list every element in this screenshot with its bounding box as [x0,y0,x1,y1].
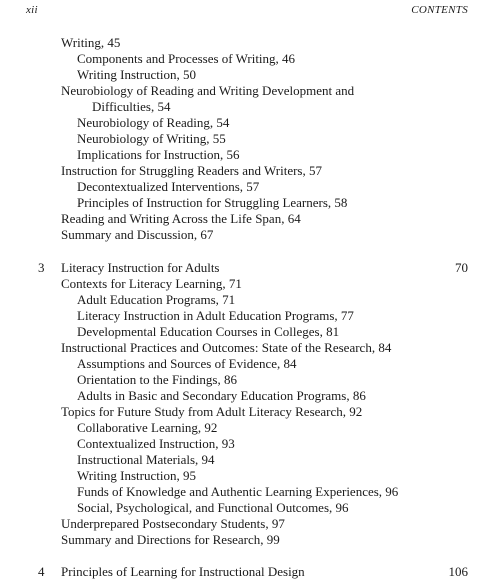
chapter-4-page: 106 [448,564,468,579]
toc-entry: Reading and Writing Across the Life Span, 64 [61,211,301,226]
toc-subentry: Social, Psychological, and Functional Outcomes, 96 [77,500,349,515]
toc-subentry: Contextualized Instruction, 93 [77,436,235,451]
toc-entry: Neurobiology of Reading and Writing Development and [61,83,355,98]
toc-subentry: Adult Education Programs, 71 [77,292,236,307]
chapter-4-number: 4 [38,564,45,579]
toc-subentry: Neurobiology of Reading, 54 [77,115,230,130]
toc-subentry: Implications for Instruction, 56 [77,147,240,162]
toc-subentry: Writing Instruction, 50 [77,67,196,82]
toc-entry: Instructional Practices and Outcomes: State of the Research, 84 [61,340,392,355]
page-number: xii [26,4,38,16]
toc-entry: Contexts for Literacy Learning, 71 [61,276,242,291]
toc-subentry: Literacy Instruction in Adult Education Programs, 77 [77,308,354,323]
toc-entry: Underprepared Postsecondary Students, 97 [61,516,285,531]
toc-subentry: Orientation to the Findings, 86 [77,372,237,387]
toc-subentry: Instructional Materials, 94 [77,452,215,467]
toc-subentry: Neurobiology of Writing, 55 [77,131,226,146]
toc-subentry: Developmental Education Courses in Colleges, 81 [77,324,340,339]
toc-subentry: Funds of Knowledge and Authentic Learning Experiences, 96 [77,484,399,499]
toc-entry-continuation: Difficulties, 54 [92,99,171,114]
toc-subentry: Collaborative Learning, 92 [77,420,218,435]
toc-entry: Summary and Directions for Research, 99 [61,532,280,547]
toc-subentry: Writing Instruction, 95 [77,468,196,483]
running-head [0,4,498,20]
chapter-4-title: Principles of Learning for Instructional Design [61,564,305,579]
toc-subentry: Adults in Basic and Secondary Education Programs, 86 [77,388,366,403]
toc-entry: Instruction for Struggling Readers and Writers, 57 [61,163,322,178]
toc-entry: Topics for Future Study from Adult Literacy Research, 92 [61,404,363,419]
chapter-3-number: 3 [38,260,45,275]
toc-subentry: Principles of Instruction for Struggling Learners, 58 [77,195,348,210]
chapter-3-title: Literacy Instruction for Adults [61,260,220,275]
toc-subentry: Assumptions and Sources of Evidence, 84 [77,356,297,371]
chapter-3-page: 70 [455,260,468,275]
header-title: CONTENTS [411,4,468,16]
toc-entry: Writing, 45 [61,35,121,50]
toc-subentry: Decontextualized Interventions, 57 [77,179,260,194]
toc-subentry: Components and Processes of Writing, 46 [77,51,296,66]
toc-entry: Summary and Discussion, 67 [61,227,214,242]
